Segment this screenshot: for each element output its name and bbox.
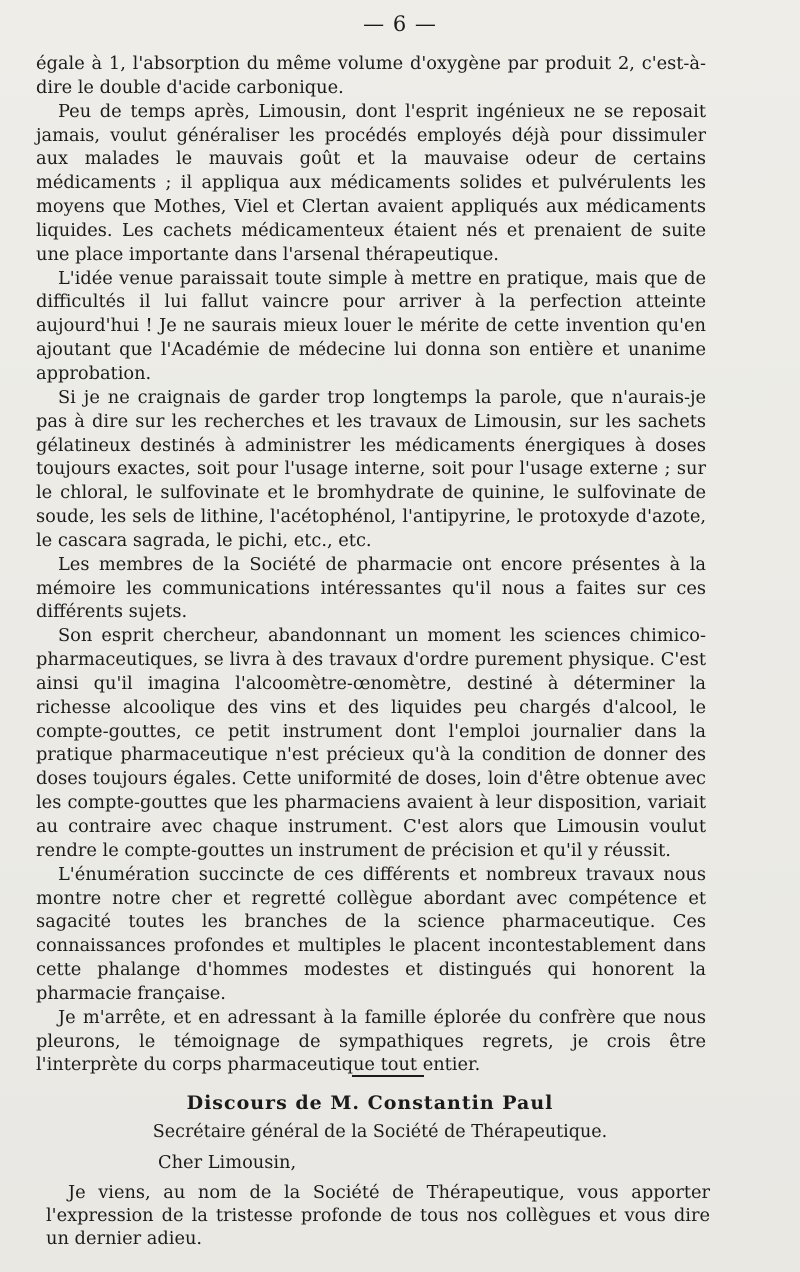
- discours-text: [46, 1181, 710, 1250]
- paragraph-2: Peu de temps après, Limousin, dont l'esprit ingénieux ne se reposait jamais, voulut généraliser les procédés employés déjà pour dissimuler aux malades le mauvais goût et la mauvaise odeur de certains médicaments ; il appliqua aux médicaments solides et pulvérulents les moyens que Mothes, Viel et Clertan avaient appliqués aux médicaments liquides. Les cachets médicamenteux étaient nés et prenaient de suite une place importante dans l'arsenal thérapeutique.: [36, 100, 706, 265]
- paragraph-5: Les membres de la Société de pharmacie ont encore présentes à la mémoire les communications intéressantes qu'il nous a faites sur ces différents sujets.: [36, 553, 706, 623]
- discours-paragraph: Je viens, au nom de la Société de Thérapeutique, vous apporter l'expression de la tristesse profonde de tous nos collègues et vous dire un dernier adieu.: [46, 1182, 710, 1249]
- salutation: Cher Limousin,: [158, 1152, 297, 1173]
- page-number: — 6 —: [363, 12, 437, 36]
- discours-subtitle: Secrétaire général de la Société de Thérapeutique.: [152, 1122, 608, 1142]
- paragraph-8: Je m'arrête, et en adressant à la famille éplorée du confrère que nous pleurons, le témoignage de sympathiques regrets, je crois être l'interprète du corps pharmaceutique tout entier.: [36, 1006, 706, 1076]
- main-text: [36, 52, 706, 1077]
- paragraph-4: Si je ne craignais de garder trop longtemps la parole, que n'aurais-je pas à dire sur les recherches et les travaux de Limousin, sur les sachets gélatineux destinés à administrer les médicaments énergiques à doses toujours exactes, soit pour l'usage interne, soit pour l'usage externe ; sur le chloral, le sulfovinate et le bromhydrate de quinine, le sulfovinate de soude, les sels de lithine, l'acétophénol, l'antipyrine, le protoxyde d'azote, le cascara sagrada, le pichi, etc., etc.: [36, 386, 706, 551]
- section-divider: [352, 1075, 424, 1077]
- paragraph-7: L'énumération succincte de ces différents et nombreux travaux nous montre notre cher et regretté collègue abordant avec compétence et sagacité toutes les branches de la science pharmaceutique. Ces connaissances profondes et multiples le placent incontestablement dans cette phalange d'hommes modestes et distingués qui honorent la pharmacie française.: [36, 863, 706, 1004]
- paragraph-6: Son esprit chercheur, abandonnant un moment les sciences chimico-pharmaceutiques, se livra à des travaux d'ordre purement physique. C'est ainsi qu'il imagina l'alcoomètre-œnomètre, destiné à déterminer la richesse alcoolique des vins et des liquides peu chargés d'alcool, le compte-gouttes, ce petit instrument dont l'emploi journalier dans la pratique pharmaceutique n'est précieux qu'à la condition de donner des doses toujours égales. Cette uniformité de doses, loin d'être obtenue avec les compte-gouttes que les pharmaciens avaient à leur disposition, variait au contraire avec chaque instrument. C'est alors que Limousin voulut rendre le compte-gouttes un instrument de précision et qu'il y réussit.: [36, 625, 706, 861]
- paragraph-3: L'idée venue paraissait toute simple à mettre en pratique, mais que de difficultés il lui fallut vaincre pour arriver à la perfection atteinte aujourd'hui ! Je ne saurais mieux louer le mérite de cette invention qu'en ajoutant que l'Académie de médecine lui donna son entière et unanime approbation.: [36, 267, 706, 384]
- discours-title: Discours de M. Constantin Paul: [186, 1092, 554, 1114]
- paragraph-1: égale à 1, l'absorption du même volume d'oxygène par produit 2, c'est-à-dire le double d'acide carbonique.: [36, 53, 706, 98]
